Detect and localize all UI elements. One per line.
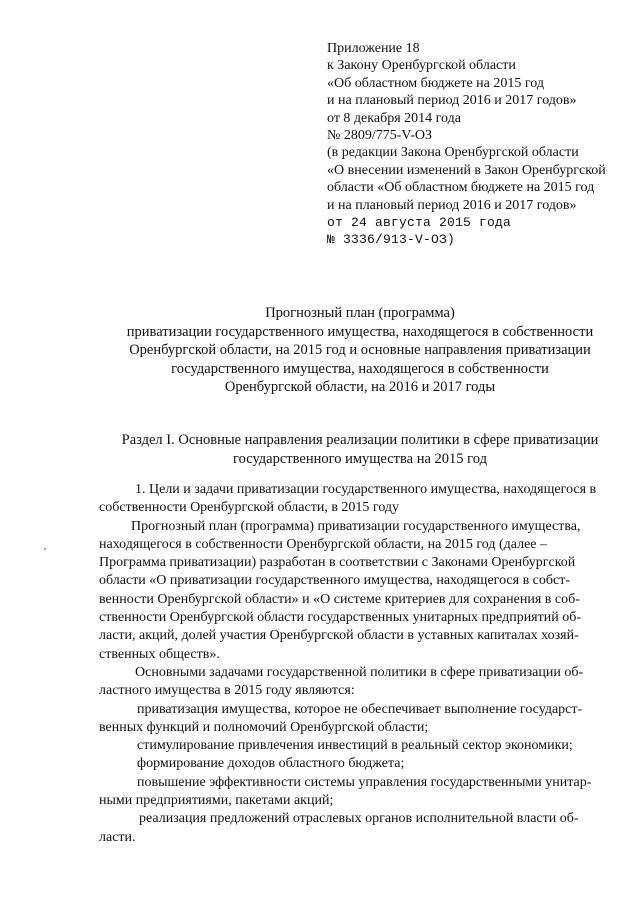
text-line: Прогнозный план (программа) приватизации государственного имущества, <box>131 518 581 534</box>
text-line: приватизация имущества, которое не обеспечивает выполнение государст- <box>137 701 583 717</box>
text-line: области «О приватизации государственного имущества, находящегося в собст- <box>99 573 571 589</box>
text-line: ласти, акций, долей участия Оренбургской области в уставных капиталах хозяй- <box>99 628 579 644</box>
text-line: ственных обществ». <box>99 646 220 662</box>
appendix-header <box>327 40 627 249</box>
text-line: находящегося в собственности Оренбургской области, на 2015 год (далее – <box>99 536 547 552</box>
text-line: ными предприятиями, пакетами акций; <box>99 793 334 809</box>
section-heading-line: государственного имущества на 2015 год <box>233 450 487 467</box>
text-line: формирование доходов областного бюджета; <box>137 756 405 772</box>
appendix-line: № 2809/775-V-ОЗ <box>327 128 433 144</box>
document-body <box>99 481 625 847</box>
text-line: 1. Цели и задачи приватизации государственного имущества, находящегося в <box>135 482 597 497</box>
appendix-line: и на плановый период 2016 и 2017 годов» <box>327 93 577 109</box>
scan-speck <box>44 548 46 550</box>
list-item <box>99 737 625 755</box>
appendix-line: и на плановый период 2016 и 2017 годов» <box>327 197 577 213</box>
title-line: приватизации государственного имущества, находящегося в собственности <box>126 323 594 340</box>
paragraph-program-basis <box>99 518 625 664</box>
text-line: венности Оренбургской области» и «О системе критериев для сохранения в соб- <box>99 591 580 607</box>
section-heading <box>100 431 620 468</box>
stamped-number: № 3336/913-V-ОЗ) <box>327 232 456 248</box>
title-line: Оренбургской области, на 2015 год и основные направления приватизации <box>129 342 591 359</box>
text-line: ласти. <box>99 829 136 845</box>
appendix-line: (в редакции Закона Оренбургской области <box>327 145 579 161</box>
appendix-line: от 8 декабря 2014 года <box>327 110 461 126</box>
text-line: венных функций и полномочий Оренбургской области; <box>99 719 429 735</box>
title-line: государственного имущества, находящегося в собственности <box>171 360 549 377</box>
text-line: Программа приватизации) разработан в соответствии с Законами Оренбургской <box>99 555 576 571</box>
section-heading-line: Раздел I. Основные направления реализации политики в сфере приватизации <box>121 432 599 448</box>
appendix-line: области «Об областном бюджете на 2015 год <box>327 180 595 196</box>
text-line: реализация предложений отраслевых органов исполнительной власти об- <box>139 811 579 827</box>
stamped-date: от 24 августа 2015 года <box>327 215 512 231</box>
appendix-line: «Об областном бюджете на 2015 год <box>327 75 544 91</box>
list-item <box>99 701 625 738</box>
document-title <box>100 304 620 397</box>
appendix-line: Приложение 18 <box>327 41 420 56</box>
appendix-line: «О внесении изменений в Закон Оренбургской <box>327 162 606 178</box>
title-line: Прогнозный план (программа) <box>265 305 455 321</box>
paragraph-goals-heading <box>99 481 625 518</box>
title-line: Оренбургской области, на 2016 и 2017 годы <box>224 379 496 396</box>
text-line: стимулирование привлечения инвестиций в реальный сектор экономики; <box>137 738 573 754</box>
list-item <box>99 774 625 811</box>
paragraph-main-tasks <box>99 664 625 701</box>
list-item <box>99 810 625 847</box>
text-line: ластного имущества в 2015 году являются: <box>99 683 355 699</box>
appendix-line: к Закону Оренбургской области <box>327 58 516 74</box>
text-line: повышение эффективности системы управления государственными унитар- <box>137 774 592 790</box>
list-item <box>99 755 625 773</box>
text-line: ственности Оренбургской области государственных унитарных предприятий об- <box>99 610 582 626</box>
text-line: собственности Оренбургской области, в 2015 году <box>99 500 400 516</box>
text-line: Основными задачами государственной политики в сфере приватизации об- <box>135 664 584 680</box>
